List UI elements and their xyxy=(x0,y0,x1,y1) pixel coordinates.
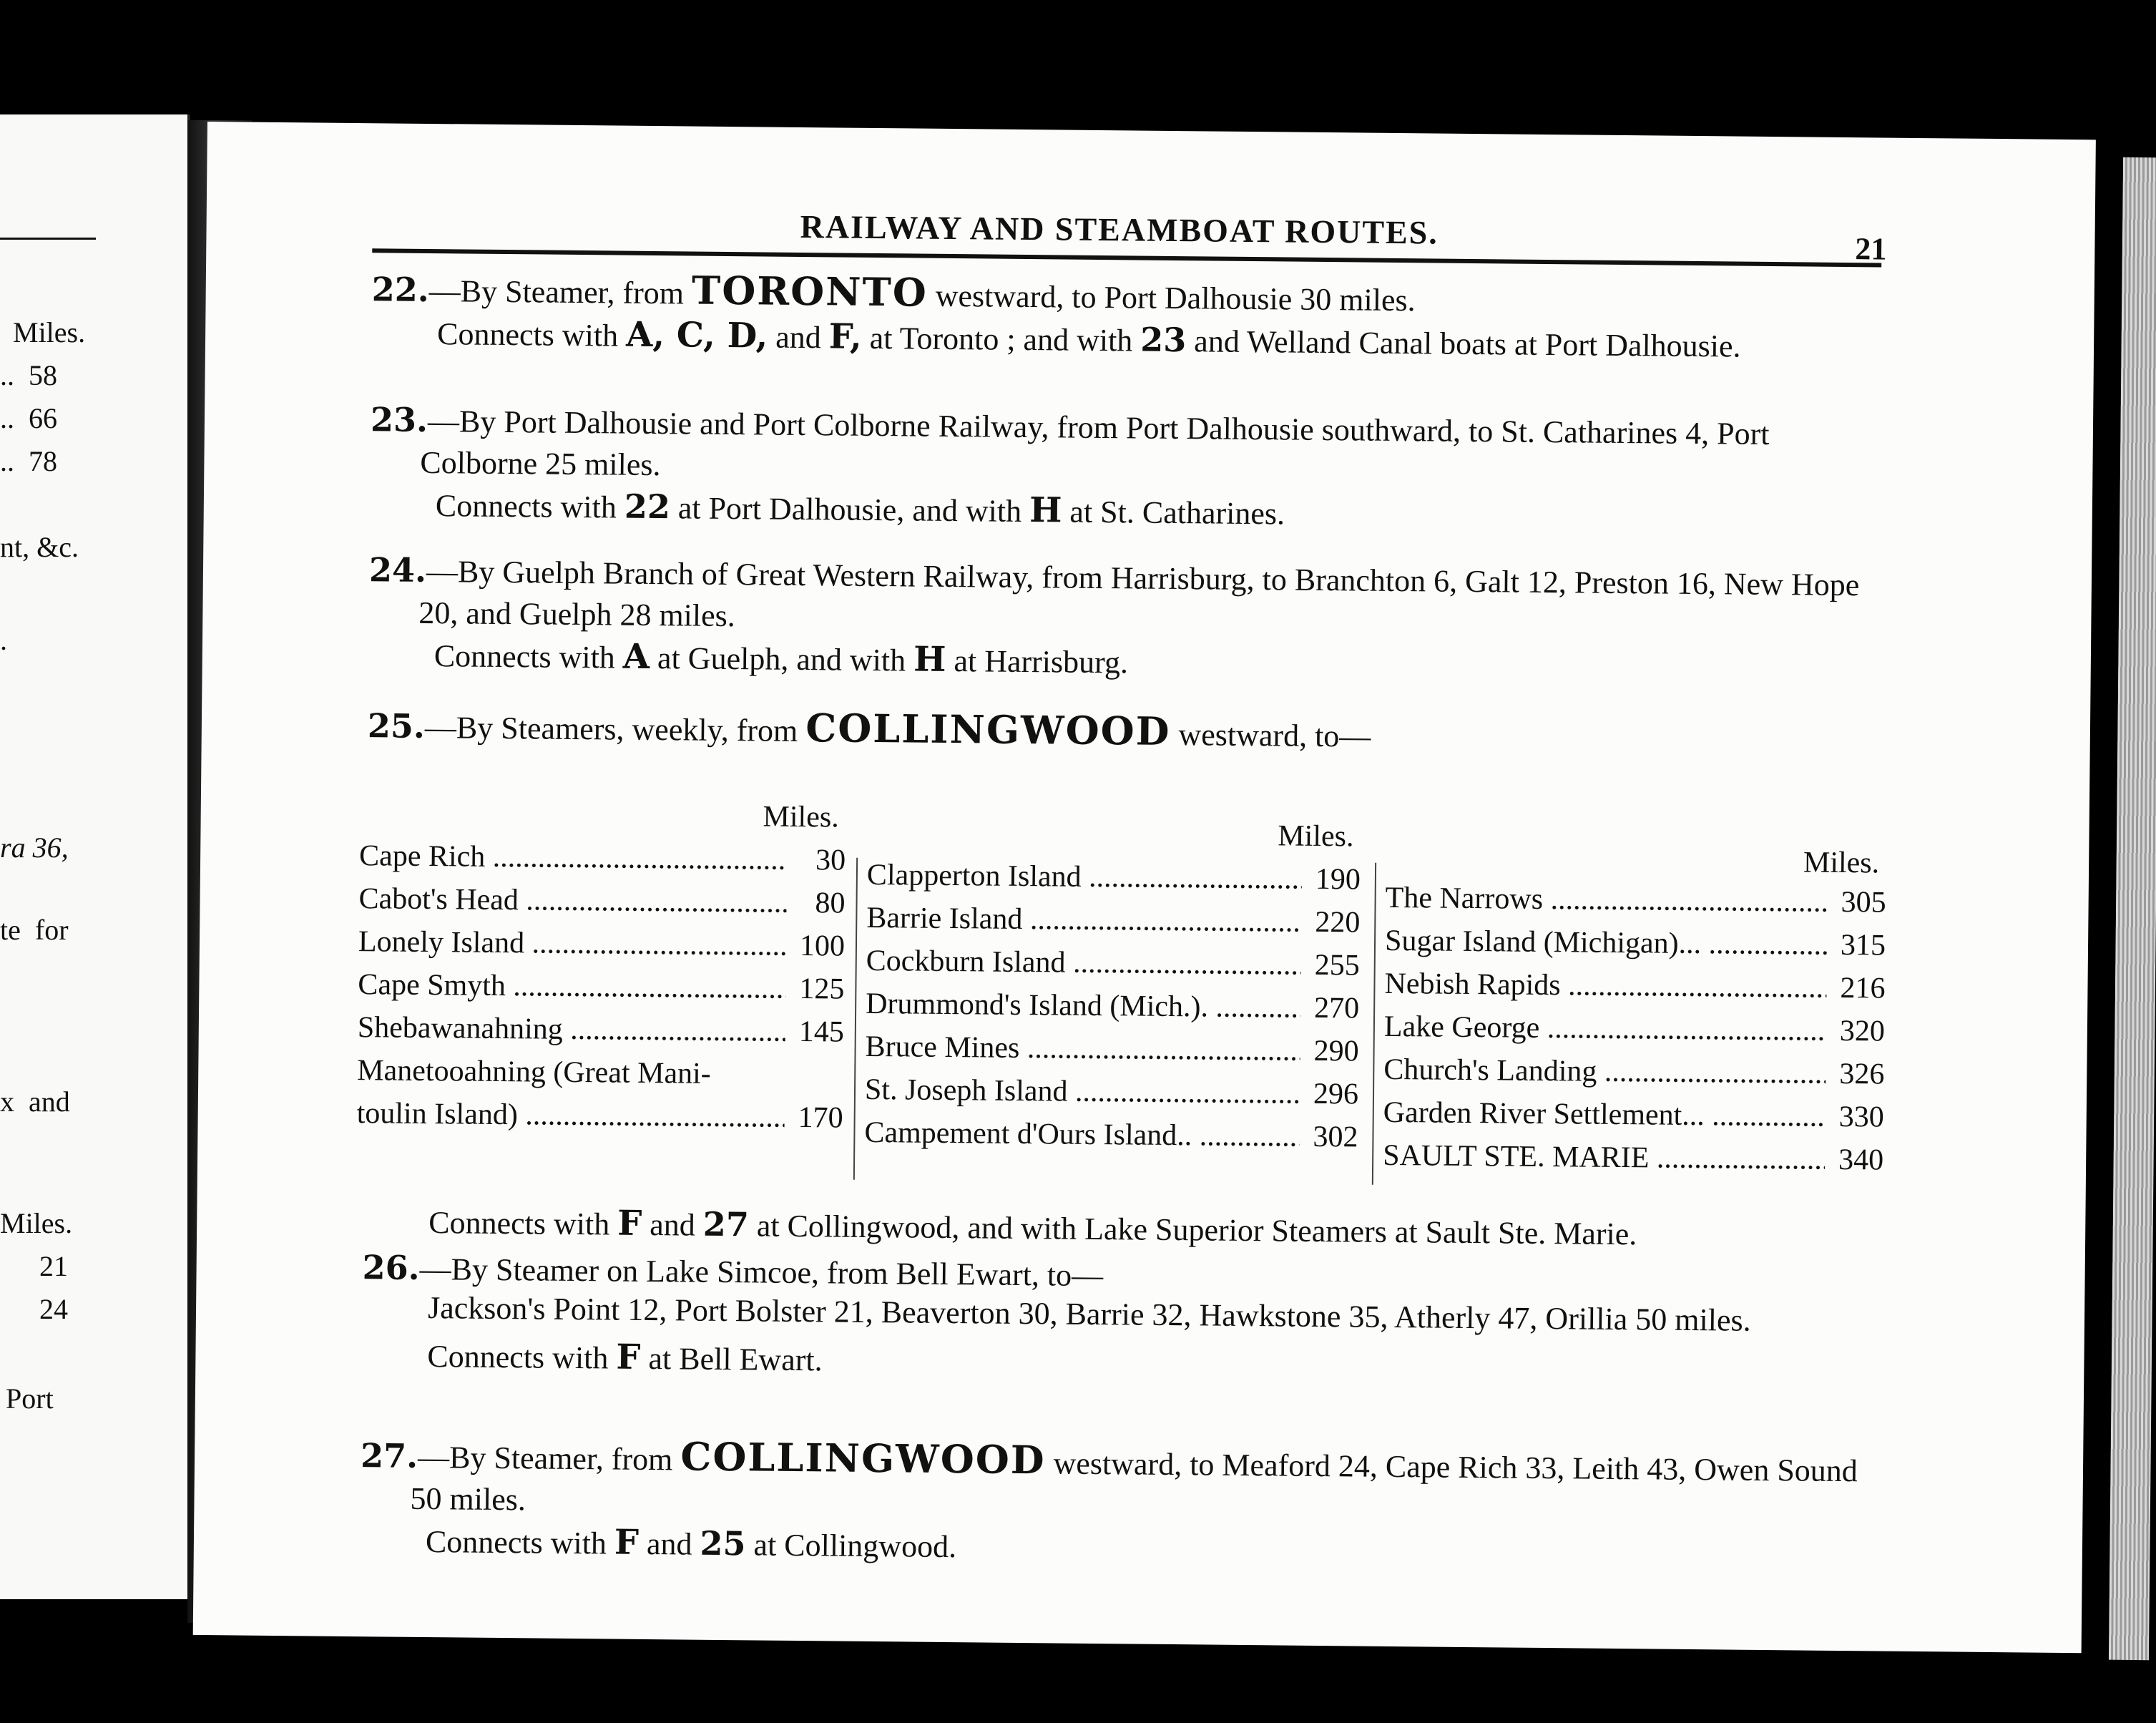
miles-header: Miles. xyxy=(1803,846,1880,880)
destination-miles: 145 xyxy=(798,1015,845,1049)
line-letter: F xyxy=(614,1522,640,1563)
destination-row xyxy=(359,839,846,878)
destination-row xyxy=(866,901,1360,940)
connects-text: and xyxy=(767,319,829,356)
destination-miles: 296 xyxy=(1313,1077,1359,1111)
destination-row xyxy=(1384,1010,1885,1049)
destination-name: St. Joseph Island ..... xyxy=(865,1073,1300,1111)
destination-name: toulin Island) ..... xyxy=(356,1096,784,1135)
route-number: 27. xyxy=(360,1436,418,1475)
destination-row xyxy=(356,1096,843,1136)
facing-text: 24 xyxy=(39,1293,68,1325)
route-26 xyxy=(361,1246,1879,1391)
facing-text: . xyxy=(0,624,7,656)
destination-row xyxy=(1383,1095,1884,1135)
connects-text: Connects with xyxy=(428,1205,618,1242)
connects-text: and xyxy=(638,1526,700,1562)
connects-text: Connects with xyxy=(427,1339,617,1376)
destination-miles: 326 xyxy=(1839,1057,1885,1091)
destination-miles: 100 xyxy=(799,929,846,963)
line-letter: F, xyxy=(828,316,862,357)
destination-row xyxy=(866,987,1359,1026)
destination-miles: 30 xyxy=(815,844,846,877)
connects-text: Connects with xyxy=(433,638,624,675)
connects-text: at St. Catharines. xyxy=(1062,494,1285,532)
route-25 xyxy=(368,703,1885,762)
book-page xyxy=(193,122,2096,1653)
destination-name: Lonely Island ..... xyxy=(358,924,786,963)
page-number: 21 xyxy=(1855,231,1887,267)
destination-miles: 315 xyxy=(1840,928,1886,962)
route-number: 26. xyxy=(362,1248,420,1287)
destination-name: Church's Landing ..... xyxy=(1383,1053,1826,1091)
destination-row xyxy=(357,1053,843,1093)
destination-miles: 255 xyxy=(1314,948,1360,982)
destination-row xyxy=(1385,881,1886,920)
route-text: westward, to Port Dalhousie 30 miles. xyxy=(927,278,1416,318)
connects-text: at Bell Ewart. xyxy=(640,1340,823,1378)
destinations-table xyxy=(356,800,1891,1211)
destination-name: Cockburn Island ..... xyxy=(866,944,1301,982)
destination-row xyxy=(865,1030,1358,1069)
facing-text: nt, &c. xyxy=(0,531,79,563)
connects-text: Connects with xyxy=(436,316,627,353)
destination-row xyxy=(867,858,1361,897)
connects-text: Connects with xyxy=(435,488,625,525)
route-text: westward, to— xyxy=(1170,716,1371,754)
destination-miles: 340 xyxy=(1838,1143,1884,1177)
route-ref: 25 xyxy=(700,1523,746,1563)
line-letter: F xyxy=(616,1337,641,1377)
route-text: —By Guelph Branch of Great Western Railway, from Harrisburg, to Branchton 6, Galt 12, Preston 16, New Hope 20, and Guelph 28 miles. xyxy=(418,553,1860,634)
destination-row xyxy=(358,882,845,921)
destination-miles: 80 xyxy=(815,887,846,920)
connects-text: Connects with xyxy=(425,1524,615,1561)
page-edge xyxy=(2109,157,2156,1660)
miles-header: Miles. xyxy=(763,800,839,834)
column-rule xyxy=(1372,863,1376,1185)
route-24 xyxy=(368,549,1886,690)
destination-row xyxy=(358,967,844,1007)
facing-text: te for xyxy=(0,914,69,946)
destination-miles: 320 xyxy=(1839,1014,1886,1048)
route-22 xyxy=(371,266,1888,368)
connects-text: and Welland Canal boats at Port Dalhousie. xyxy=(1186,323,1741,364)
destination-name: Shebawanahning ..... xyxy=(358,1010,785,1049)
facing-text: x and xyxy=(0,1085,70,1118)
header-rule xyxy=(372,248,1881,267)
miles-header: Miles. xyxy=(1278,819,1354,854)
route-text: westward, to Meaford 24, Cape Rich 33, Leith 43, Owen Sound 50 miles. xyxy=(410,1445,1858,1518)
facing-text: .. 58 xyxy=(0,359,57,391)
route-ref: 23 xyxy=(1140,320,1187,360)
route-text: —By Port Dalhousie and Port Colborne Railway, from Port Dalhousie southward, to St. Catharines 4, Port Colborne 25 miles. xyxy=(420,403,1770,483)
line-letter: H xyxy=(913,639,946,680)
destination-name: SAULT STE. MARIE ..... xyxy=(1383,1138,1825,1177)
facing-text: .. 78 xyxy=(0,445,57,477)
destination-name: Campement d'Ours Island.. ..... xyxy=(864,1116,1299,1154)
destination-row xyxy=(1383,1138,1883,1178)
destination-name: Drummond's Island (Mich.). ..... xyxy=(866,987,1300,1025)
route-text: —By Steamer on Lake Simcoe, from Bell Ewart, to— xyxy=(419,1251,1104,1294)
destination-miles: 170 xyxy=(798,1100,843,1135)
route-text: —By Steamer, from xyxy=(428,273,692,311)
destination-name: Nebish Rapids ..... xyxy=(1384,967,1826,1005)
table-column-3 xyxy=(1382,846,1887,1211)
route-text: —By Steamer, from xyxy=(417,1439,681,1478)
route-number: 25. xyxy=(367,706,426,746)
destination-name: Barrie Island ..... xyxy=(866,901,1301,939)
destination-name: Cabot's Head ..... xyxy=(358,882,786,920)
destination-row xyxy=(865,1073,1358,1112)
connects-text: at Port Dalhousie, and with xyxy=(670,490,1030,529)
destination-name: Bruce Mines ..... xyxy=(865,1030,1300,1068)
facing-text: .. 66 xyxy=(0,402,57,434)
route-stops: Jackson's Point 12, Port Bolster 21, Beaverton 30, Barrie 32, Hawkstone 35, Atherly 47, Orillia 50 miles. xyxy=(427,1290,1751,1338)
line-letter: H xyxy=(1029,490,1062,531)
destination-miles: 216 xyxy=(1840,971,1886,1005)
destination-name: Garden River Settlement... ..... xyxy=(1383,1095,1826,1134)
connects-text: at Collingwood. xyxy=(745,1527,957,1565)
facing-text: ra 36, xyxy=(0,831,69,864)
route-number: 23. xyxy=(370,400,428,439)
line-letter: A xyxy=(622,636,650,677)
destination-miles: 305 xyxy=(1841,885,1886,919)
city-name: TORONTO xyxy=(691,267,928,316)
connects-text: and xyxy=(642,1206,704,1243)
table-column-2 xyxy=(864,819,1361,1206)
route-ref: 22 xyxy=(624,487,671,527)
destination-name: Manetooahning (Great Mani- xyxy=(357,1054,711,1090)
destination-name: Clapperton Island ..... xyxy=(867,858,1302,897)
city-name: COLLINGWOOD xyxy=(680,1433,1046,1483)
connects-text: at Harrisburg. xyxy=(946,643,1129,680)
destination-row xyxy=(866,944,1360,983)
destination-row xyxy=(1385,924,1886,963)
route-number: 24. xyxy=(368,550,427,590)
destination-miles: 190 xyxy=(1315,862,1361,897)
destination-miles: 270 xyxy=(1313,991,1360,1025)
route-ref: 27 xyxy=(702,1204,750,1244)
destination-row xyxy=(358,924,845,964)
connects-text: at Toronto ; and with xyxy=(861,320,1141,358)
facing-text: 21 xyxy=(39,1250,68,1282)
destination-miles: 302 xyxy=(1313,1120,1358,1154)
destination-miles xyxy=(785,1058,843,1093)
destination-row xyxy=(358,1010,844,1050)
connects-text: at Collingwood, and with Lake Superior Steamers at Sault Ste. Marie. xyxy=(748,1208,1637,1252)
facing-page-rule xyxy=(0,238,96,240)
facing-page-fragment xyxy=(0,114,190,1599)
destination-row xyxy=(1383,1053,1884,1092)
destination-row xyxy=(864,1116,1358,1155)
connects-text: at Guelph, and with xyxy=(649,640,914,678)
facing-text: Port xyxy=(6,1382,54,1415)
destination-miles: 125 xyxy=(799,972,845,1006)
route-27 xyxy=(360,1432,1878,1576)
destination-miles: 220 xyxy=(1315,905,1361,939)
route-23 xyxy=(370,399,1888,540)
table-column-1 xyxy=(356,800,846,1201)
facing-text: Miles. xyxy=(13,316,86,348)
destination-name: Lake George ..... xyxy=(1384,1010,1826,1048)
line-letter: A, C, D, xyxy=(625,314,768,356)
destination-name: Cape Smyth ..... xyxy=(358,967,785,1006)
route-number: 22. xyxy=(371,270,430,309)
destination-miles: 330 xyxy=(1838,1100,1884,1134)
running-head: RAILWAY AND STEAMBOAT ROUTES. xyxy=(800,208,1439,251)
destination-name: The Narrows ..... xyxy=(1385,881,1827,919)
destination-name: Cape Rich ..... xyxy=(359,839,787,877)
route-text: —By Steamers, weekly, from xyxy=(424,709,806,749)
column-rule xyxy=(853,858,858,1180)
destination-miles: 290 xyxy=(1313,1034,1359,1068)
line-letter: F xyxy=(617,1203,642,1244)
city-name: COLLINGWOOD xyxy=(805,705,1171,754)
destination-name: Sugar Island (Michigan)... ..... xyxy=(1385,924,1827,962)
facing-text: Miles. xyxy=(0,1207,73,1239)
destination-row xyxy=(1384,967,1885,1006)
